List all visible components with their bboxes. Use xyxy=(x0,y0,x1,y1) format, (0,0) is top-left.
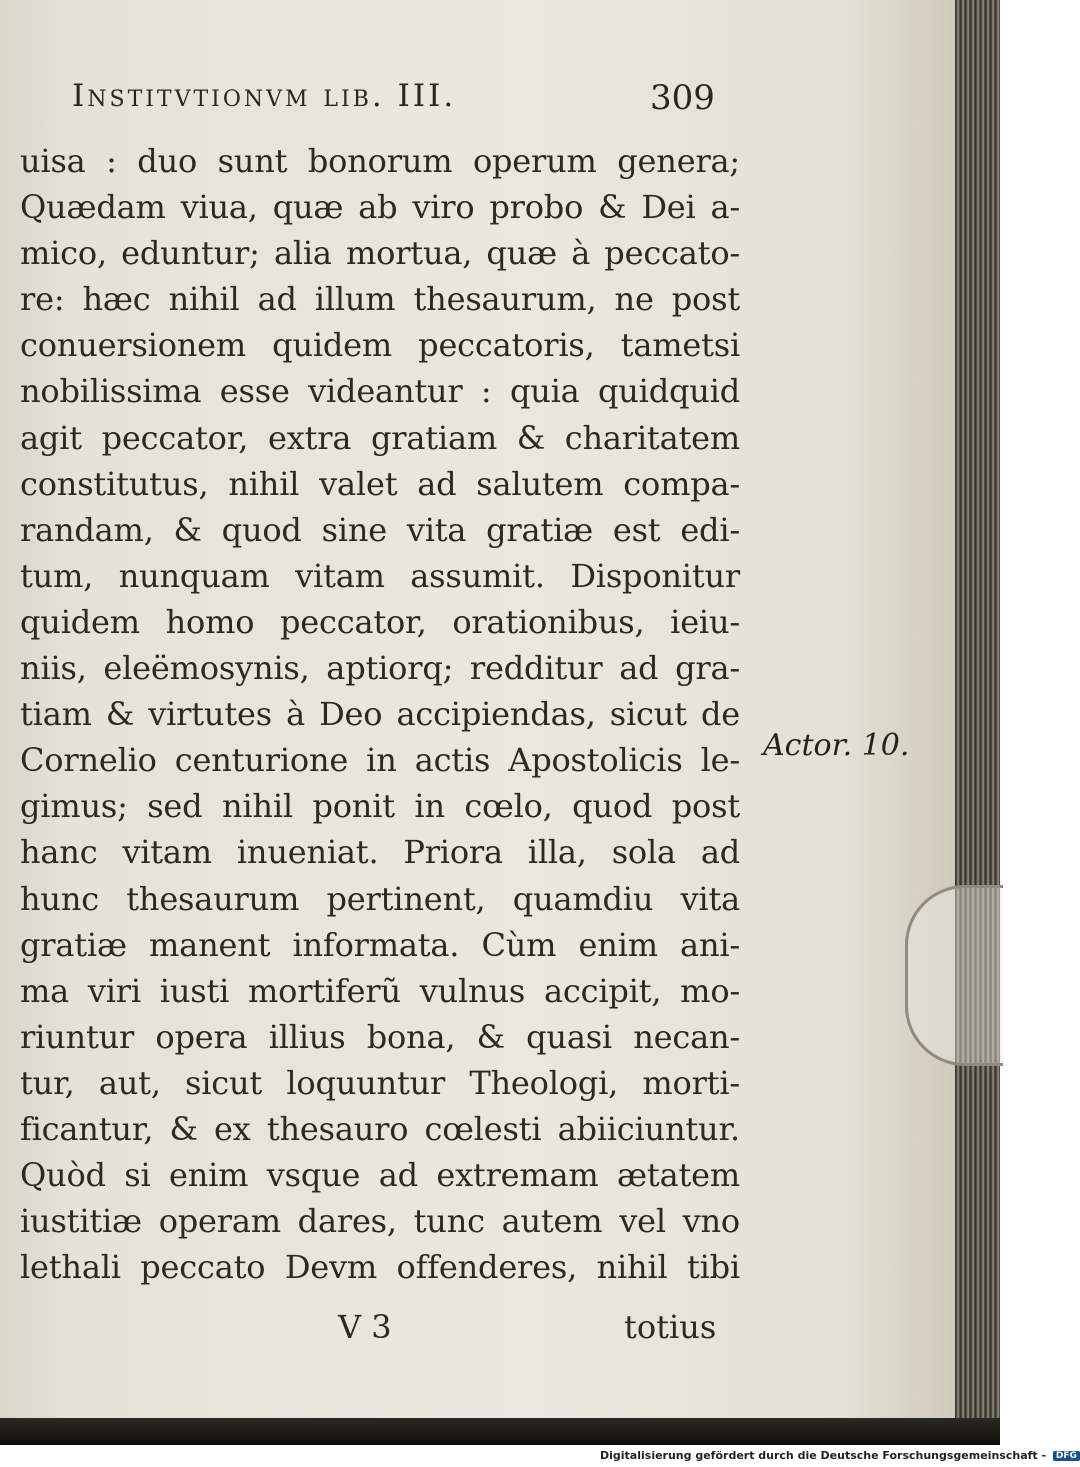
text-line: mico, eduntur; alia mortua, quæ à peccato- xyxy=(20,234,740,273)
dfg-logo: DFG xyxy=(1053,1451,1080,1461)
page-number: 309 xyxy=(650,78,715,118)
text-line: Cornelio centurione in actis Apostolicis le- xyxy=(20,741,740,780)
page-header xyxy=(72,78,715,128)
text-line: constitutus, nihil valet ad salutem compa- xyxy=(20,464,740,503)
book-page-edges xyxy=(955,0,1000,1425)
text-line: lethali peccato Devm offenderes, nihil tibi xyxy=(20,1248,740,1287)
text-line: uisa : duo sunt bonorum operum genera; xyxy=(20,142,740,180)
text-line: niis, eleëmosynis, aptiorq; redditur ad gra- xyxy=(20,649,740,688)
text-line: iustitiæ operam dares, tunc autem vel vno xyxy=(20,1202,740,1241)
text-line: Quædam viua, quæ ab viro probo & Dei a- xyxy=(20,188,740,227)
digitization-credit xyxy=(600,1449,1077,1465)
catchword: totius xyxy=(624,1308,717,1346)
text-line: agit peccator, extra gratiam & charitatem xyxy=(20,418,740,457)
text-line: ficantur, & ex thesauro cœlesti abiiciuntur. xyxy=(20,1109,740,1148)
text-line: re: hæc nihil ad illum thesaurum, ne post xyxy=(20,280,740,319)
text-line: hanc vitam inueniat. Priora illa, sola ad xyxy=(20,833,740,872)
marginal-note: Actor. 10. xyxy=(763,728,910,763)
text-line: gimus; sed nihil ponit in cœlo, quod post xyxy=(20,787,740,826)
signature-mark: V 3 xyxy=(338,1308,392,1346)
text-line: tum, nunquam vitam assumit. Disponitur xyxy=(20,556,740,595)
text-line: nobilissima esse videantur : quia quidquid xyxy=(20,372,740,411)
page-footer xyxy=(20,1308,740,1352)
text-line: tiam & virtutes à Deo accipiendas, sicut de xyxy=(20,695,740,734)
text-line: ma viri iusti mortiferũ vulnus accipit, mo- xyxy=(20,971,740,1010)
text-line: Quòd si enim vsque ad extremam ætatem xyxy=(20,1156,740,1195)
page-clip xyxy=(905,885,1003,1066)
scan-shadow xyxy=(0,1418,1000,1445)
text-line: randam, & quod sine vita gratiæ est edi- xyxy=(20,510,740,549)
text-line: gratiæ manent informata. Cùm enim ani- xyxy=(20,925,740,964)
running-title: Institvtionvm lib. III. xyxy=(72,78,457,114)
body-text xyxy=(20,138,740,1290)
text-line: quidem homo peccator, orationibus, ieiu- xyxy=(20,602,740,641)
text-line: conuersionem quidem peccatoris, tametsi xyxy=(20,326,740,365)
text-line: hunc thesaurum pertinent, quamdiu vita xyxy=(20,879,740,918)
text-line: riuntur opera illius bona, & quasi necan- xyxy=(20,1017,740,1056)
text-line: tur, aut, sicut loquuntur Theologi, morti- xyxy=(20,1063,740,1102)
credit-text: Digitalisierung gefördert durch die Deutsche Forschungsgemeinschaft - xyxy=(600,1449,1047,1462)
